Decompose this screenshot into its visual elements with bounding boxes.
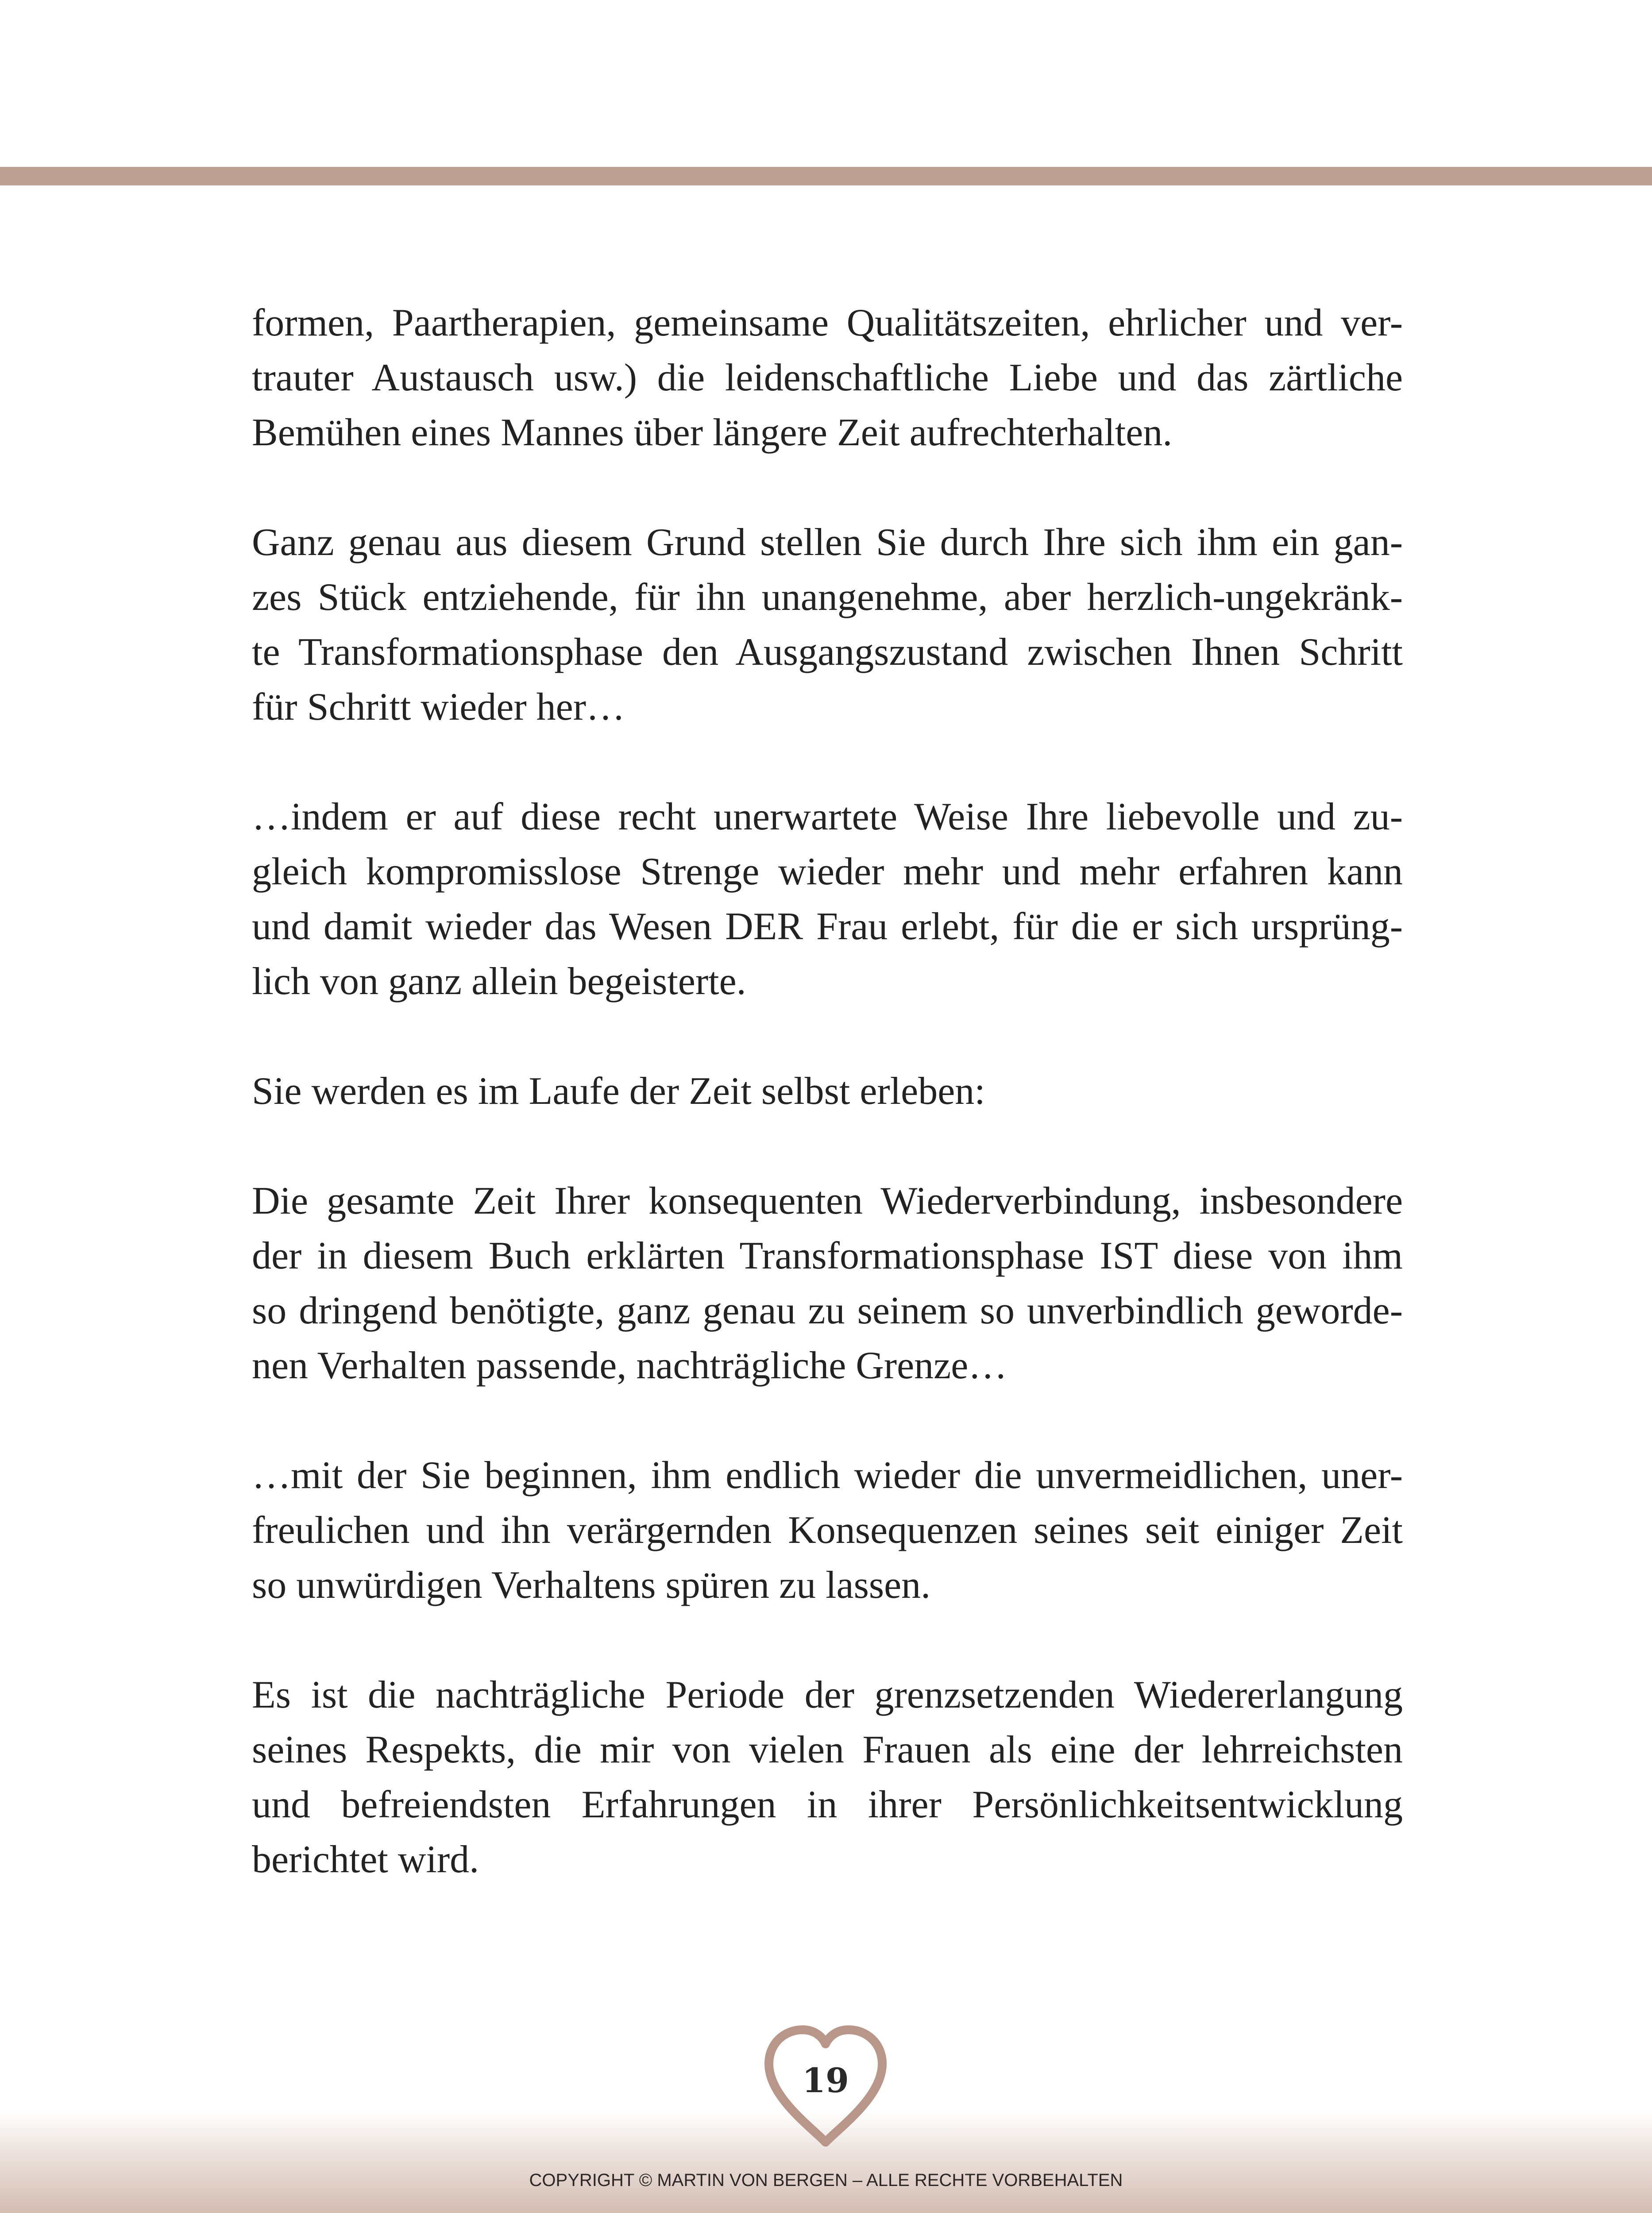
paragraph [252, 1064, 1403, 1119]
text-line: gleich kompromisslose Strenge wieder mehr und mehr erfahren kann [252, 850, 1403, 893]
paragraph [252, 790, 1403, 1009]
text-line: Sie werden es im Laufe der Zeit selbst erleben: [252, 1070, 985, 1113]
text-line: und befreiendsten Erfahrungen in ihrer Persönlichkeitsentwicklung [252, 1783, 1403, 1826]
text-line: formen, Paartherapien, gemeinsame Qualitätszeiten, ehrlicher und ver- [252, 301, 1403, 344]
text-line: zes Stück entziehende, für ihn unangenehme, aber herzlich-ungekränk- [252, 576, 1403, 619]
text-line: seines Respekts, die mir von vielen Frauen als eine der lehrreichsten [252, 1728, 1403, 1771]
text-line: so dringend benötigte, ganz genau zu seinem so unverbindlich geworde- [252, 1289, 1403, 1332]
paragraph [252, 296, 1403, 460]
page-number-badge [759, 2022, 892, 2150]
page-number: 19 [802, 2061, 849, 2100]
text-line: trauter Austausch usw.) die leidenschaftliche Liebe und das zärtliche [252, 356, 1403, 399]
text-line: berichtet wird. [252, 1838, 479, 1881]
text-line: Ganz genau aus diesem Grund stellen Sie durch Ihre sich ihm ein gan- [252, 521, 1403, 564]
text-line: der in diesem Buch erklärten Transformationsphase IST diese von ihm [252, 1234, 1403, 1277]
text-line: und damit wieder das Wesen DER Frau erlebt, für die er sich ursprüng- [252, 905, 1403, 948]
paragraph [252, 1448, 1403, 1613]
top-accent-rule [0, 167, 1652, 185]
text-line: …mit der Sie beginnen, ihm endlich wieder die unvermeidlichen, uner- [252, 1454, 1403, 1497]
copyright-notice: COPYRIGHT © MARTIN VON BERGEN – ALLE RECHTE VORBEHALTEN [529, 2171, 1123, 2190]
paragraph [252, 515, 1403, 735]
text-line: für Schritt wieder her… [252, 686, 625, 729]
text-line: lich von ganz allein begeisterte. [252, 960, 746, 1003]
text-line: te Transformationsphase den Ausgangszustand zwischen Ihnen Schritt [252, 631, 1403, 674]
text-line: so unwürdigen Verhaltens spüren zu lassen. [252, 1564, 931, 1607]
text-line: Es ist die nachträgliche Periode der grenzsetzenden Wiedererlangung [252, 1673, 1403, 1716]
page-body [252, 296, 1403, 1942]
paragraph [252, 1174, 1403, 1393]
text-line: nen Verhalten passende, nachträgliche Grenze… [252, 1344, 1007, 1387]
text-line: Bemühen eines Mannes über längere Zeit aufrechterhalten. [252, 411, 1173, 454]
text-line: …indem er auf diese recht unerwartete Weise Ihre liebevolle und zu- [252, 795, 1403, 838]
paragraph [252, 1668, 1403, 1887]
text-line: freulichen und ihn verärgernden Konsequenzen seines seit einiger Zeit [252, 1509, 1403, 1552]
text-line: Die gesamte Zeit Ihrer konsequenten Wiederverbindung, insbesondere [252, 1180, 1403, 1222]
